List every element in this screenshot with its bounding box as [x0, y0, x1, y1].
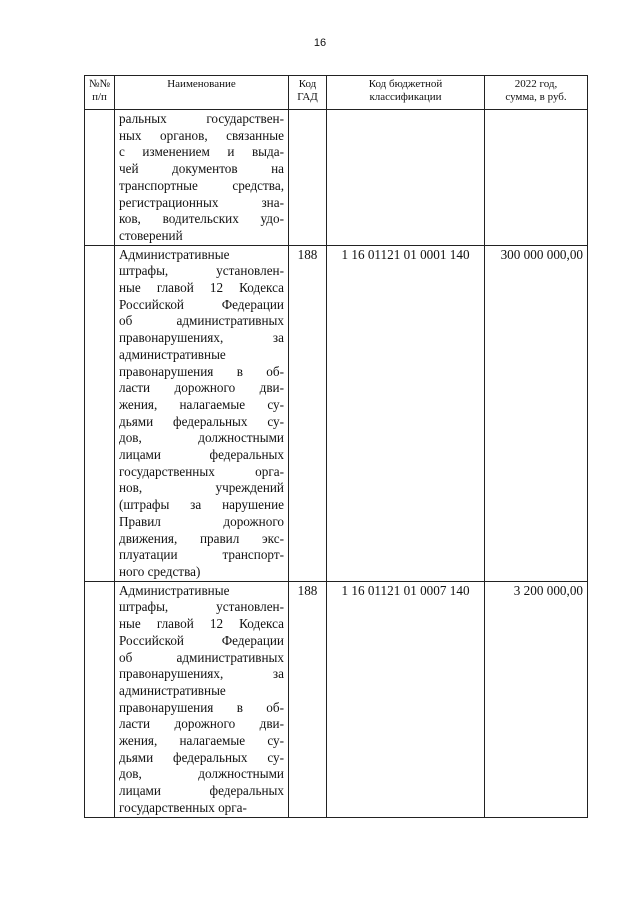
- name-line: об административных: [119, 649, 284, 665]
- row-kbk-cell: 1 16 01121 01 0007 140: [327, 581, 485, 817]
- row-name-cell: [115, 245, 289, 581]
- header-name-text: Наименование: [167, 78, 236, 90]
- name-line: Административные: [119, 582, 230, 598]
- header-sum-line-1: 2022 год,: [514, 78, 558, 90]
- name-line: об административных: [119, 313, 284, 329]
- name-line: административные: [119, 682, 226, 698]
- name-line: чей документов на: [119, 161, 284, 177]
- row-gad-cell: 188: [289, 581, 327, 817]
- row-kbk-cell: [327, 110, 485, 246]
- row-num-cell: [85, 245, 115, 581]
- name-line: ных органов, связанные: [119, 127, 284, 143]
- name-line: нов, учреждений: [119, 480, 284, 496]
- header-kbk: [327, 76, 485, 110]
- name-line: ральных государствен-: [119, 111, 284, 126]
- name-line: ного средства): [119, 563, 201, 579]
- table-row: [85, 110, 588, 246]
- name-line: регистрационных зна-: [119, 194, 284, 210]
- name-line: Российской Федерации: [119, 296, 284, 312]
- header-sum: [485, 76, 588, 110]
- name-line: дов, должностными: [119, 766, 284, 782]
- name-line: дьями федеральных су-: [119, 749, 284, 765]
- name-line: движения, правил экс-: [119, 530, 284, 546]
- row-sum-cell: 3 200 000,00: [485, 581, 588, 817]
- name-line: Административные: [119, 246, 230, 262]
- name-line: плуатации транспорт-: [119, 547, 284, 563]
- name-line: административные: [119, 346, 226, 362]
- row-name-cell: [115, 110, 289, 246]
- row-kbk-cell: 1 16 01121 01 0001 140: [327, 245, 485, 581]
- name-line: с изменением и выда-: [119, 144, 284, 160]
- row-name-cell: [115, 581, 289, 817]
- table-row: [85, 245, 588, 581]
- name-line: ков, водительских удо-: [119, 211, 284, 227]
- row-num-cell: [85, 110, 115, 246]
- name-line: транспортные средства,: [119, 177, 284, 193]
- header-gad: [289, 76, 327, 110]
- header-num-line-1: №№: [89, 78, 110, 90]
- name-line: дьями федеральных су-: [119, 413, 284, 429]
- header-gad-line-1: Код: [298, 78, 317, 90]
- name-line: правонарушениях, за: [119, 330, 284, 346]
- name-line: ные главой 12 Кодекса: [119, 616, 284, 632]
- name-line: Российской Федерации: [119, 632, 284, 648]
- name-line: ласти дорожного дви-: [119, 716, 284, 732]
- name-line: ные главой 12 Кодекса: [119, 280, 284, 296]
- name-line: Правил дорожного: [119, 513, 284, 529]
- row-gad-cell: 188: [289, 245, 327, 581]
- name-line: правонарушениях, за: [119, 666, 284, 682]
- header-name: [115, 76, 289, 110]
- name-line: государственных орга-: [119, 799, 247, 815]
- name-line: правонарушения в об-: [119, 363, 284, 379]
- budget-table: [84, 75, 588, 818]
- page-number: 16: [313, 37, 327, 49]
- table-header-row: [85, 76, 588, 110]
- header-num-line-2: п/п: [92, 90, 107, 103]
- name-line: правонарушения в об-: [119, 699, 284, 715]
- row-sum-cell: 300 000 000,00: [485, 245, 588, 581]
- name-line: жения, налагаемые су-: [119, 396, 284, 412]
- name-line: лицами федеральных: [119, 783, 284, 799]
- header-kbk-line-1: Код бюджетной: [368, 78, 443, 90]
- name-line: лицами федеральных: [119, 447, 284, 463]
- header-kbk-line-2: классификации: [369, 90, 442, 103]
- table-row: [85, 581, 588, 817]
- name-line: (штрафы за нарушение: [119, 497, 284, 513]
- row-num-cell: [85, 581, 115, 817]
- row-gad-cell: [289, 110, 327, 246]
- name-line: ласти дорожного дви-: [119, 380, 284, 396]
- name-line: дов, должностными: [119, 430, 284, 446]
- header-num: [85, 76, 115, 110]
- header-gad-line-2: ГАД: [297, 90, 318, 103]
- name-line: штрафы, установлен-: [119, 263, 284, 279]
- name-line: стоверений: [119, 227, 183, 243]
- row-sum-cell: [485, 110, 588, 246]
- name-line: штрафы, установлен-: [119, 599, 284, 615]
- name-line: государственных орга-: [119, 463, 284, 479]
- header-sum-line-2: сумма, в руб.: [505, 90, 567, 103]
- name-line: жения, налагаемые су-: [119, 733, 284, 749]
